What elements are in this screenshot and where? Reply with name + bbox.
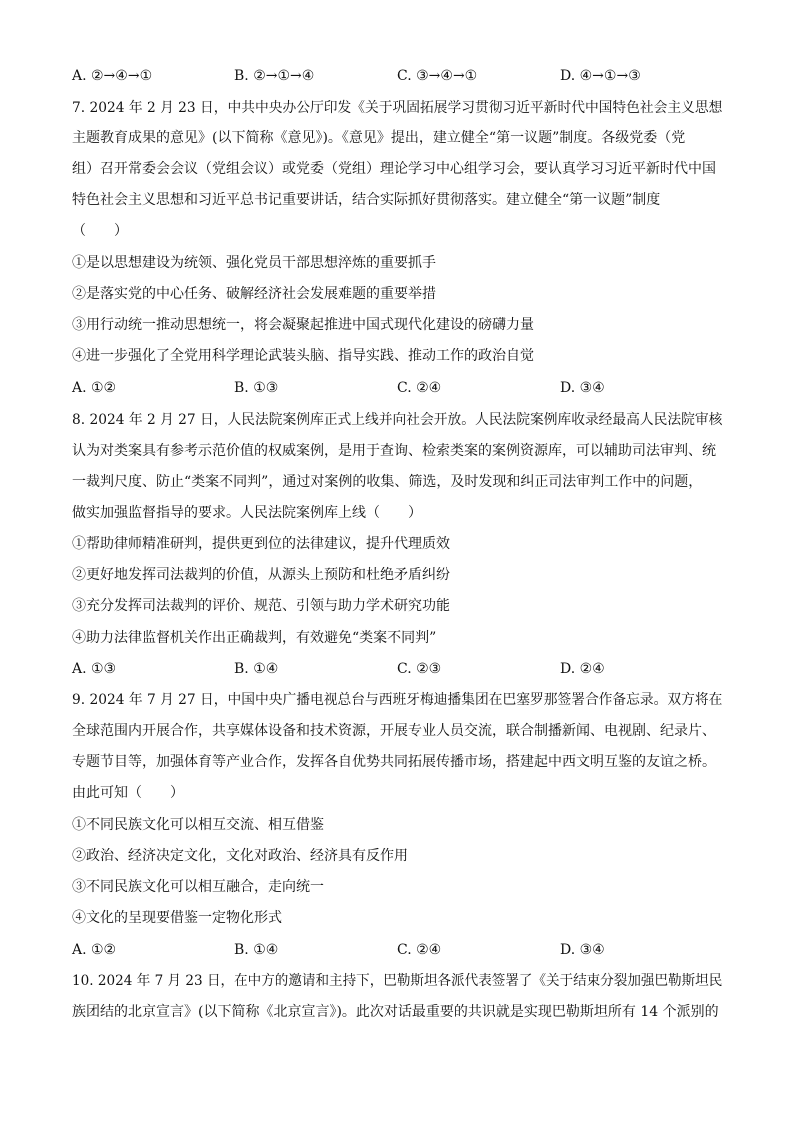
q7-stem-line-3: 组）召开常委会会议（党组会议）或党委（党组）理论学习中心组学习会，要认真学习习近平新时代中国: [72, 161, 716, 177]
q9-stem-line-2: 全球范围内开展合作，共享媒体设备和技术资源，开展专业人员交流，联合制播新闻、电视剧、纪录片、: [72, 723, 716, 739]
q7-item-4: ④进一步强化了全党用科学理论武装头脑、指导实践、推动工作的政治自觉: [72, 348, 534, 364]
q7-option-a: A. ①②: [72, 380, 117, 396]
q8-stem-line-1: 8. 2024 年 2 月 27 日，人民法院案例库正式上线并向社会开放。人民法院案例库收录经最高人民法院审核: [72, 412, 723, 428]
q8-option-d: D. ②④: [560, 661, 605, 677]
q8-options: [72, 659, 722, 679]
q7-stem-line-2: 主题教育成果的意见》(以下简称《意见》)。《意见》提出，建立健全“第一议题”制度。各级党委（党: [72, 130, 686, 146]
q8-option-b: B. ①④: [234, 661, 279, 677]
q9-option-a: A. ①②: [72, 942, 117, 958]
q7-item-1: ①是以思想建设为统领、强化党员干部思想淬炼的重要抓手: [72, 255, 436, 271]
q8-option-c: C. ②③: [397, 661, 442, 677]
q6-option-c: C. ③→④→①: [397, 68, 478, 84]
q7-option-d: D. ③④: [560, 380, 605, 396]
q6-option-b: B. ②→①→④: [234, 68, 315, 84]
q9-item-3: ③不同民族文化可以相互融合，走向统一: [72, 879, 324, 895]
q10-stem-line-2: 族团结的北京宣言》(以下简称《北京宣言》)。此次对话最重要的共识就是实现巴勒斯坦所有 14 个派别的: [72, 1004, 719, 1020]
q8-stem-line-3: 一裁判尺度、防止“类案不同判”，通过对案例的收集、筛选，及时发现和纠正司法审判工作中的问题，: [72, 474, 703, 490]
q9-option-d: D. ③④: [560, 942, 605, 958]
q8-stem-line-4: 做实加强监督指导的要求。人民法院案例库上线（ ）: [72, 505, 422, 521]
q9-option-b: B. ①④: [234, 942, 279, 958]
q7-stem-line-1: 7. 2024 年 2 月 23 日，中共中央办公厅印发《关于巩固拓展学习贯彻习近平新时代中国特色社会主义思想: [72, 100, 723, 116]
q7-answer-blank: （ ）: [72, 223, 128, 239]
q9-stem-line-1: 9. 2024 年 7 月 27 日，中国中央广播电视总台与西班牙梅迪播集团在巴塞罗那签署合作备忘录。双方将在: [72, 692, 723, 708]
q8-item-4: ④助力法律监督机关作出正确裁判，有效避免“类案不同判”: [72, 630, 437, 646]
q7-stem-line-4: 特色社会主义思想和习近平总书记重要讲话，结合实际抓好贯彻落实。建立健全“第一议题”制度: [72, 192, 661, 208]
q8-stem-line-2: 认为对类案具有参考示范价值的权威案例，是用于查询、检索类案的案例资源库，可以辅助司法审判、统: [72, 443, 716, 459]
q9-item-4: ④文化的呈现要借鉴一定物化形式: [72, 910, 282, 926]
q9-item-1: ①不同民族文化可以相互交流、相互借鉴: [72, 817, 324, 833]
q7-options: [72, 378, 722, 398]
q8-item-1: ①帮助律师精准研判，提供更到位的法律建议，提升代理质效: [72, 536, 450, 552]
q7-item-3: ③用行动统一推动思想统一，将会凝聚起推进中国式现代化建设的磅礴力量: [72, 317, 534, 333]
q9-stem-line-4: 由此可知（ ）: [72, 785, 184, 801]
q8-item-2: ②更好地发挥司法裁判的价值，从源头上预防和杜绝矛盾纠纷: [72, 567, 450, 583]
q7-item-2: ②是落实党的中心任务、破解经济社会发展难题的重要举措: [72, 286, 436, 302]
q10-stem-line-1: 10. 2024 年 7 月 23 日，在中方的邀请和主持下，巴勒斯坦各派代表签署了《关于结束分裂加强巴勒斯坦民: [72, 973, 723, 989]
q6-option-a: A. ②→④→①: [72, 68, 153, 84]
q7-option-c: C. ②④: [397, 380, 442, 396]
q8-item-3: ③充分发挥司法裁判的评价、规范、引领与助力学术研究功能: [72, 598, 450, 614]
q7-option-b: B. ①③: [234, 380, 279, 396]
q9-stem-line-3: 专题节目等，加强体育等产业合作，发挥各自优势共同拓展传播市场，搭建起中西文明互鉴的友谊之桥。: [72, 754, 716, 770]
q6-option-d: D. ④→①→③: [560, 68, 641, 84]
q8-option-a: A. ①③: [72, 661, 117, 677]
q9-option-c: C. ②④: [397, 942, 442, 958]
q6-options: [72, 66, 722, 86]
q9-options: [72, 940, 722, 960]
q9-item-2: ②政治、经济决定文化，文化对政治、经济具有反作用: [72, 848, 408, 864]
